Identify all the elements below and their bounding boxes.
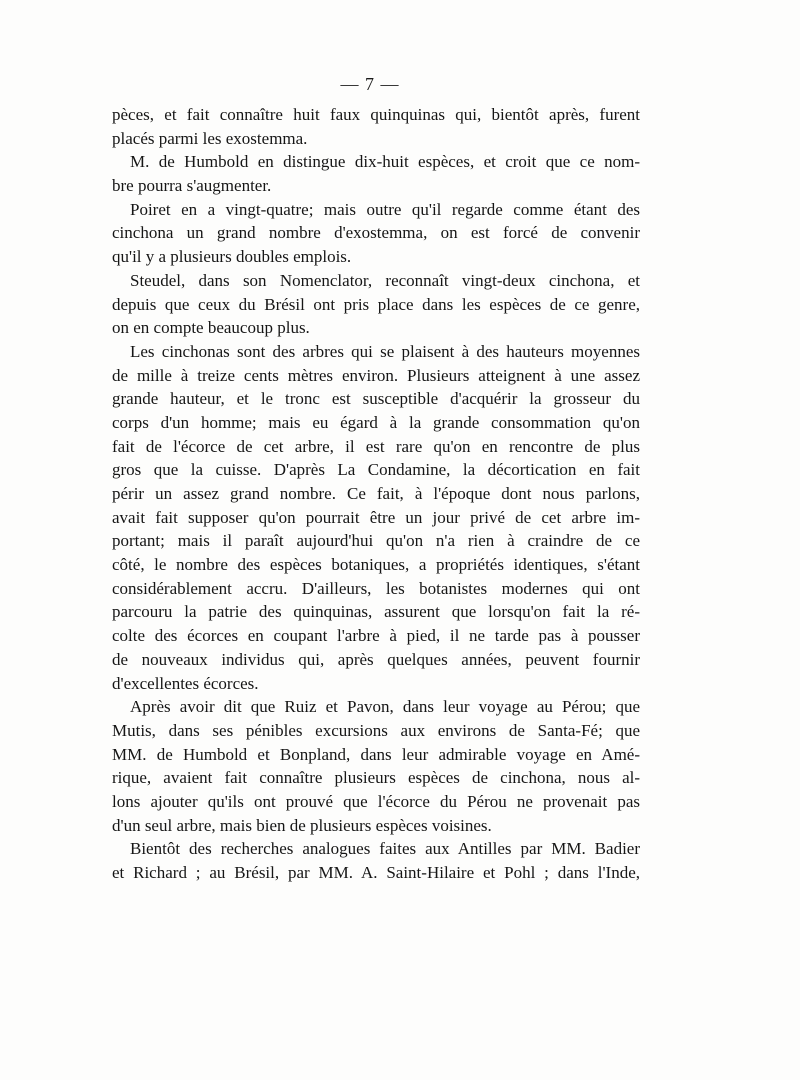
paragraph [112, 269, 640, 340]
text-line: d'un seul arbre, mais bien de plusieurs espèces voisines. [112, 815, 492, 835]
text-line: rique, avaient fait connaître plusieurs espèces de cinchona, nous al- [112, 768, 640, 788]
text-line: grande hauteur, et le tronc est susceptible d'acquérir la grosseur du [112, 389, 640, 409]
text-line: Bientôt des recherches analogues faites aux Antilles par MM. Badier [130, 839, 640, 859]
text-line: cinchona un grand nombre d'exostemma, on est forcé de convenir [112, 223, 640, 243]
paragraph [112, 198, 640, 269]
text-line: côté, le nombre des espèces botaniques, a propriétés identiques, s'étant [112, 555, 640, 575]
text-line: corps d'un homme; mais eu égard à la grande consommation qu'on [112, 412, 640, 432]
text-line: de nouveaux individus qui, après quelques années, peuvent fournir [112, 649, 640, 669]
text-line: périr un assez grand nombre. Ce fait, à l'époque dont nous parlons, [112, 484, 640, 503]
body-text [112, 103, 640, 885]
text-line: et Richard ; au Brésil, par MM. A. Saint-Hilaire et Pohl ; dans l'Inde, [112, 863, 640, 882]
text-line: parcouru la patrie des quinquinas, assurent que lorsqu'on fait la ré- [112, 602, 640, 622]
paragraph [112, 103, 640, 150]
paragraph [112, 837, 640, 884]
text-line: depuis que ceux du Brésil ont pris place dans les espèces de ce genre, [112, 294, 640, 314]
text-line: Les cinchonas sont des arbres qui se plaisent à des hauteurs moyennes [130, 341, 640, 361]
paragraph [112, 695, 640, 837]
text-line: M. de Humbold en distingue dix-huit espèces, et croit que ce nom- [130, 152, 640, 172]
text-line: lons ajouter qu'ils ont prouvé que l'écorce du Pérou ne provenait pas [112, 791, 640, 811]
text-line: considérablement accru. D'ailleurs, les botanistes modernes qui ont [112, 578, 640, 598]
text-line: pèces, et fait connaître huit faux quinquinas qui, bientôt après, furent [112, 105, 640, 124]
text-line: portant; mais il paraît aujourd'hui qu'on n'a rien à craindre de ce [112, 531, 640, 551]
text-line: bre pourra s'augmenter. [112, 176, 272, 196]
text-line: Après avoir dit que Ruiz et Pavon, dans leur voyage au Pérou; que [130, 697, 640, 717]
text-line: Poiret en a vingt-quatre; mais outre qu'il regarde comme étant des [130, 199, 640, 219]
text-line: colte des écorces en coupant l'arbre à pied, il ne tarde pas à pousser [112, 626, 640, 646]
text-line: qu'il y a plusieurs doubles emplois. [112, 247, 352, 267]
text-line: gros que la cuisse. D'après La Condamine, la décortication en fait [112, 460, 640, 480]
text-line: avait fait supposer qu'on pourrait être un jour privé de cet arbre im- [112, 507, 640, 527]
text-line: Mutis, dans ses pénibles excursions aux environs de Santa-Fé; que [112, 720, 640, 740]
text-line: MM. de Humbold et Bonpland, dans leur admirable voyage en Amé- [112, 744, 640, 764]
paragraph [112, 340, 640, 695]
paragraph [112, 150, 640, 197]
text-line: Steudel, dans son Nomenclator, reconnaît vingt-deux cinchona, et [130, 270, 640, 290]
text-line: de mille à treize cents mètres environ. Plusieurs atteignent à une assez [112, 365, 640, 385]
text-line: fait de l'écorce de cet arbre, il est rare qu'on en rencontre de plus [112, 436, 640, 456]
page-number: — 7 — [340, 74, 400, 94]
text-line: on en compte beaucoup plus. [112, 318, 310, 338]
text-line: d'excellentes écorces. [112, 673, 259, 693]
text-line: placés parmi les exostemma. [112, 128, 308, 148]
